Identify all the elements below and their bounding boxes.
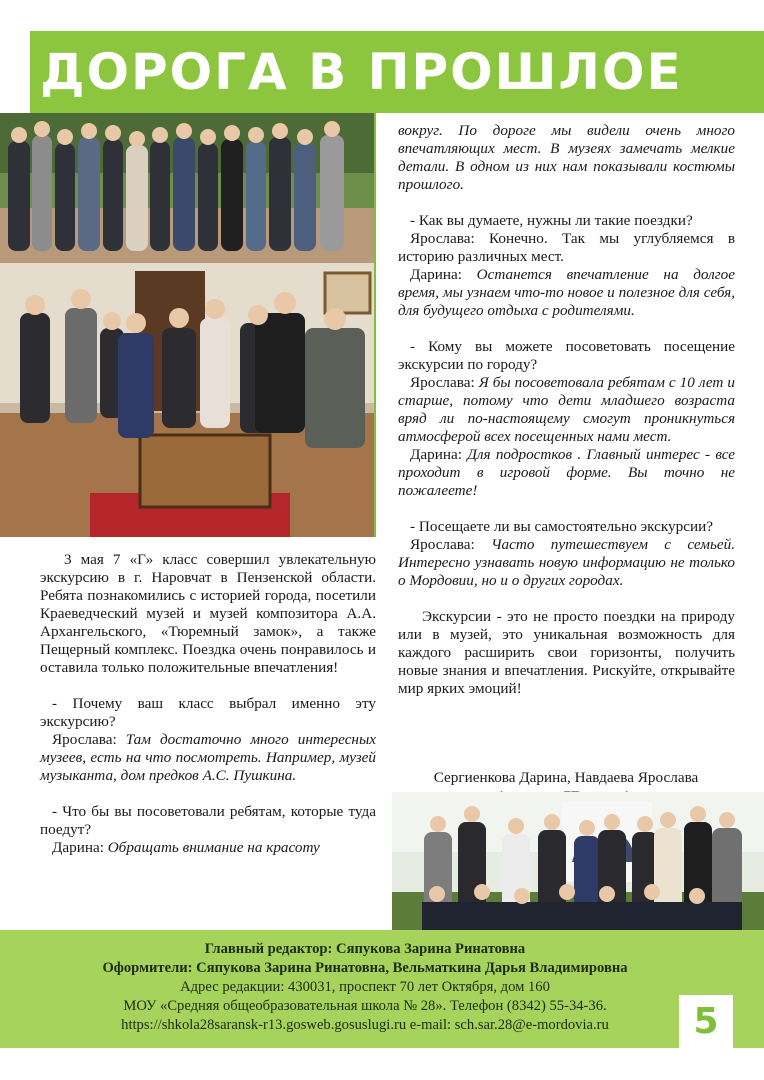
school-phone: МОУ «Средняя общеобразовательная школа № 28». Телефон (8342) 55-34-36. xyxy=(123,998,607,1014)
question-independent-excursions: - Посещаете ли вы самостоятельно экскурсии? xyxy=(410,518,713,535)
answer-text: Я бы посоветовала ребятам с 10 лет и старше, потому что дети младшего возраста вряд ли по-настоящему смогут проникнуться атмосферой всех посещенных нами мест. xyxy=(398,374,736,445)
speaker-darina: Дарина: xyxy=(52,839,104,856)
answer-text: Там достаточно много интересных музеев, есть на что посмотреть. Например, музей музыканта, дом предков А.С. Пушкина. xyxy=(40,731,376,784)
speaker-yaroslava: Ярослава: xyxy=(410,230,475,247)
group-photo xyxy=(392,792,764,932)
question-why-chosen: - Почему ваш класс выбрал именно эту экскурсию? xyxy=(40,695,376,730)
page-number: 5 xyxy=(693,1001,719,1042)
page-title: ДОРОГА В ПРОШЛОЕ xyxy=(40,43,683,101)
right-column-text xyxy=(398,122,735,698)
answer-text: Конечно. Так мы углубляемся в историю различных мест. xyxy=(398,230,735,265)
museum-photo xyxy=(0,113,374,537)
speaker-yaroslava: Ярослава: xyxy=(52,731,117,748)
answer-text: Для подростков . Главный интерес - все проходит в игровой форме. Вы точно не пожалеете! xyxy=(398,446,735,499)
footer-credits xyxy=(60,940,670,1035)
designers: Оформители: Сяпукова Зарина Ринатовна, Вельматкина Дарья Владимировна xyxy=(102,960,628,976)
question-advice: - Что бы вы посоветовали ребятам, которые туда поедут? xyxy=(40,803,376,838)
authors-names: Сергиенкова Дарина, Навдаева Ярослава xyxy=(433,769,699,786)
closing-paragraph: Экскурсии - это не просто поездки на природу или в музей, это уникальная возможность для каждого расширить свои горизонты, получить новые знания и впечатления. Рискуйте, открывайте мир ярких эмоций! xyxy=(398,608,735,697)
answer-text: Останется впечатление на долгое время, мы узнаем что-то новое и полезное для себя, для будущего отдыха с родителями. xyxy=(398,266,736,319)
answer-text: Часто путешествуем с семьей. Интересно узнавать новую информацию не только о Мордовии, но и о других городах. xyxy=(398,536,736,589)
left-column-text xyxy=(40,551,376,857)
speaker-darina: Дарина: xyxy=(410,266,462,283)
question-trips-needed: - Как вы думаете, нужны ли такие поездки? xyxy=(410,212,693,229)
website-email: https://shkola28saransk-r13.gosweb.gosuslugi.ru e-mail: sch.sar.28@e-mordovia.ru xyxy=(121,1017,609,1033)
intro-paragraph: 3 мая 7 «Г» класс совершил увлекательную экскурсию в г. Наровчат в Пензенской области. Ребята познакомились с историей города, посетили Краеведческий музей и музей композитора А.А. Архангельского, «Тюремный замок», а также Пещерный комплекс. Поездка очень понравилось и оставила только положительные впечатления! xyxy=(40,551,376,676)
question-recommend-city-tour: - Кому вы можете посоветовать посещение экскурсии по городу? xyxy=(398,338,735,373)
answer-text: Обращать внимание на красоту xyxy=(107,839,320,856)
editorial-address: Адрес редакции: 430031, проспект 70 лет Октября, дом 160 xyxy=(180,979,550,995)
speaker-yaroslava: Ярослава: xyxy=(410,536,475,553)
chief-editor: Главный редактор: Сяпукова Зарина Ринатовна xyxy=(204,941,526,957)
speaker-darina: Дарина: xyxy=(410,446,462,463)
speaker-yaroslava: Ярослава: xyxy=(410,374,475,391)
right-intro-text: вокруг. По дороге мы видели очень много впечатляющих мест. В музеях замечать мелкие детали. В одном из них нам показывали костюмы прошлого. xyxy=(398,122,735,193)
